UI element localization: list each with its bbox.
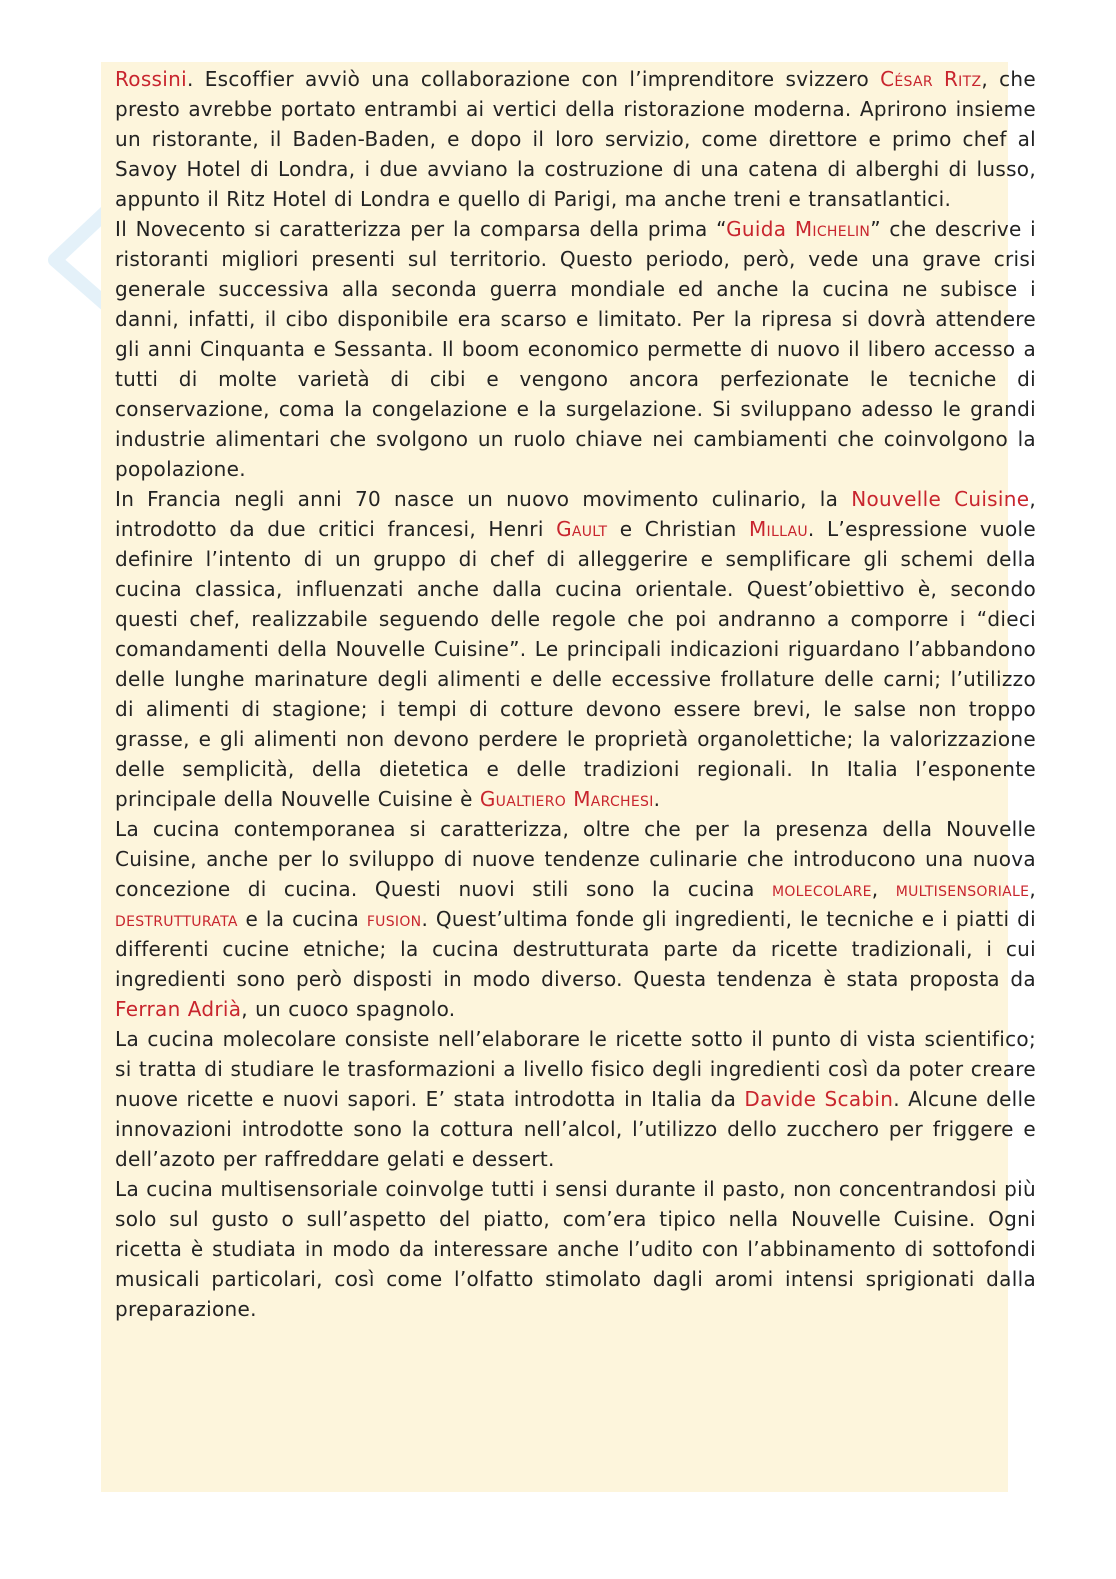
paragraph <box>115 1174 1036 1324</box>
highlighted-term: Millau <box>748 517 808 541</box>
highlighted-term: fusion <box>366 907 422 931</box>
highlighted-term: Ferran Adrià <box>115 997 242 1021</box>
paragraph <box>115 484 1036 814</box>
highlighted-term: molecolare <box>771 877 872 901</box>
paragraph <box>115 1024 1036 1174</box>
paragraph <box>115 814 1036 1024</box>
text-run: . <box>653 787 661 811</box>
highlighted-term: Michelin <box>794 217 871 241</box>
highlighted-term: Nouvelle Cuisine <box>851 487 1030 511</box>
highlighted-term: Guida <box>726 217 795 241</box>
body-text <box>115 64 1036 1324</box>
text-run: ” che descrive i ristoranti migliori presenti sul territorio. Questo periodo, però, vede una grave crisi generale successiva alla seconda guerra mondiale ed anche la cucina ne subisce i danni, infatti, il cibo disponibile era scarso e limitato. Per la ripresa si dovrà attendere gli anni Cinquanta e Sessanta. Il boom economico permette di nuovo il libero accesso a tutti di molte varietà di cibi e vengono ancora perfezionate le tecniche di conservazione, coma la congelazione e la surgelazione. Si sviluppano adesso le grandi industrie alimentari che svolgono un ruolo chiave nei cambiamenti che coinvolgono la popolazione. <box>115 217 1036 481</box>
text-run: . Alcune delle innovazioni introdotte sono la cottura nell’alcol, l’utilizzo dello zucchero per friggere e dell’azoto per raffreddare gelati e dessert. <box>115 1087 1037 1171</box>
highlighted-term: Davide Scabin <box>744 1087 894 1111</box>
text-run: . Escoffier avviò una collaborazione con l’imprenditore svizzero <box>186 67 881 91</box>
text-run: , <box>871 877 896 901</box>
highlighted-term: Gault <box>556 517 608 541</box>
paragraph <box>115 214 1036 484</box>
highlighted-term: Gualtiero Marchesi <box>479 787 654 811</box>
highlighted-term: destrutturata <box>115 907 238 931</box>
highlighted-term: multisensoriale <box>895 877 1030 901</box>
text-run: In Francia negli anni 70 nasce un nuovo movimento culinario, la <box>115 487 852 511</box>
text-run: . L’espressione vuole definire l’intento di un gruppo di chef di alleggerire e semplificare gli schemi della cucina classica, influenzati anche dalla cucina orientale. Quest’obiettivo è, secondo questi chef, realizzabile seguendo delle regole che poi andranno a comporre i “dieci comandamenti della Nouvelle Cuisine”. Le principali indicazioni riguardano l’abbandono delle lunghe marinature degli alimenti e delle eccessive frollature delle carni; l’utilizzo di alimenti di stagione; i tempi di cotture devono essere brevi, le salse non troppo grasse, e gli alimenti non devono perdere le proprietà organolettiche; la valorizzazione delle semplicità, della dietetica e delle tradizioni regionali. In Italia l’esponente principale della Nouvelle Cuisine è <box>115 517 1036 811</box>
text-run: , che presto avrebbe portato entrambi ai vertici della ristorazione moderna. Aprirono insieme un ristorante, il Baden-Baden, e dopo il loro servizio, come direttore e primo chef al Savoy Hotel di Londra, i due avviano la costruzione di una catena di alberghi di lusso, appunto il Ritz Hotel di Londra e quello di Parigi, ma anche treni e transatlantici. <box>115 67 1036 211</box>
text-run: La cucina multisensoriale coinvolge tutti i sensi durante il pasto, non concentrandosi più solo sul gusto o sull’aspetto del piatto, com’era tipico nella Nouvelle Cuisine. Ogni ricetta è studiata in modo da interessare anche l’udito con l’abbinamento di sottofondi musicali particolari, così come l’olfatto stimolato dagli aromi intensi sprigionati dalla preparazione. <box>115 1177 1036 1321</box>
text-run: e la cucina <box>237 907 367 931</box>
text-run: . Quest’ultima fonde gli ingredienti, le tecniche e i piatti di differenti cucine etniche; la cucina destrutturata parte da ricette tradizionali, i cui ingredienti sono però disposti in modo diverso. Questa tendenza è stata proposta da <box>115 907 1036 991</box>
text-run: La cucina contemporanea si caratterizza, oltre che per la presenza della Nouvelle Cuisine, anche per lo sviluppo di nuove tendenze culinarie che introducono una nuova concezione di cucina. Questi nuovi stili sono la cucina <box>115 817 1036 901</box>
paragraph <box>115 64 1036 214</box>
text-run: , un cuoco spagnolo. <box>241 997 456 1021</box>
text-run: , introdotto da due critici francesi, Henri <box>115 487 1037 541</box>
highlighted-term: Rossini <box>115 67 187 91</box>
highlighted-term: César Ritz <box>880 67 982 91</box>
text-run: , <box>1029 877 1036 901</box>
text-run: Il Novecento si caratterizza per la comparsa della prima “ <box>115 217 727 241</box>
text-run: e Christian <box>607 517 749 541</box>
text-run: La cucina molecolare consiste nell’elaborare le ricette sotto il punto di vista scientifico; si tratta di studiare le trasformazioni a livello fisico degli ingredienti così da poter creare nuove ricette e nuovi sapori. E’ stata introdotta in Italia da <box>115 1027 1036 1111</box>
